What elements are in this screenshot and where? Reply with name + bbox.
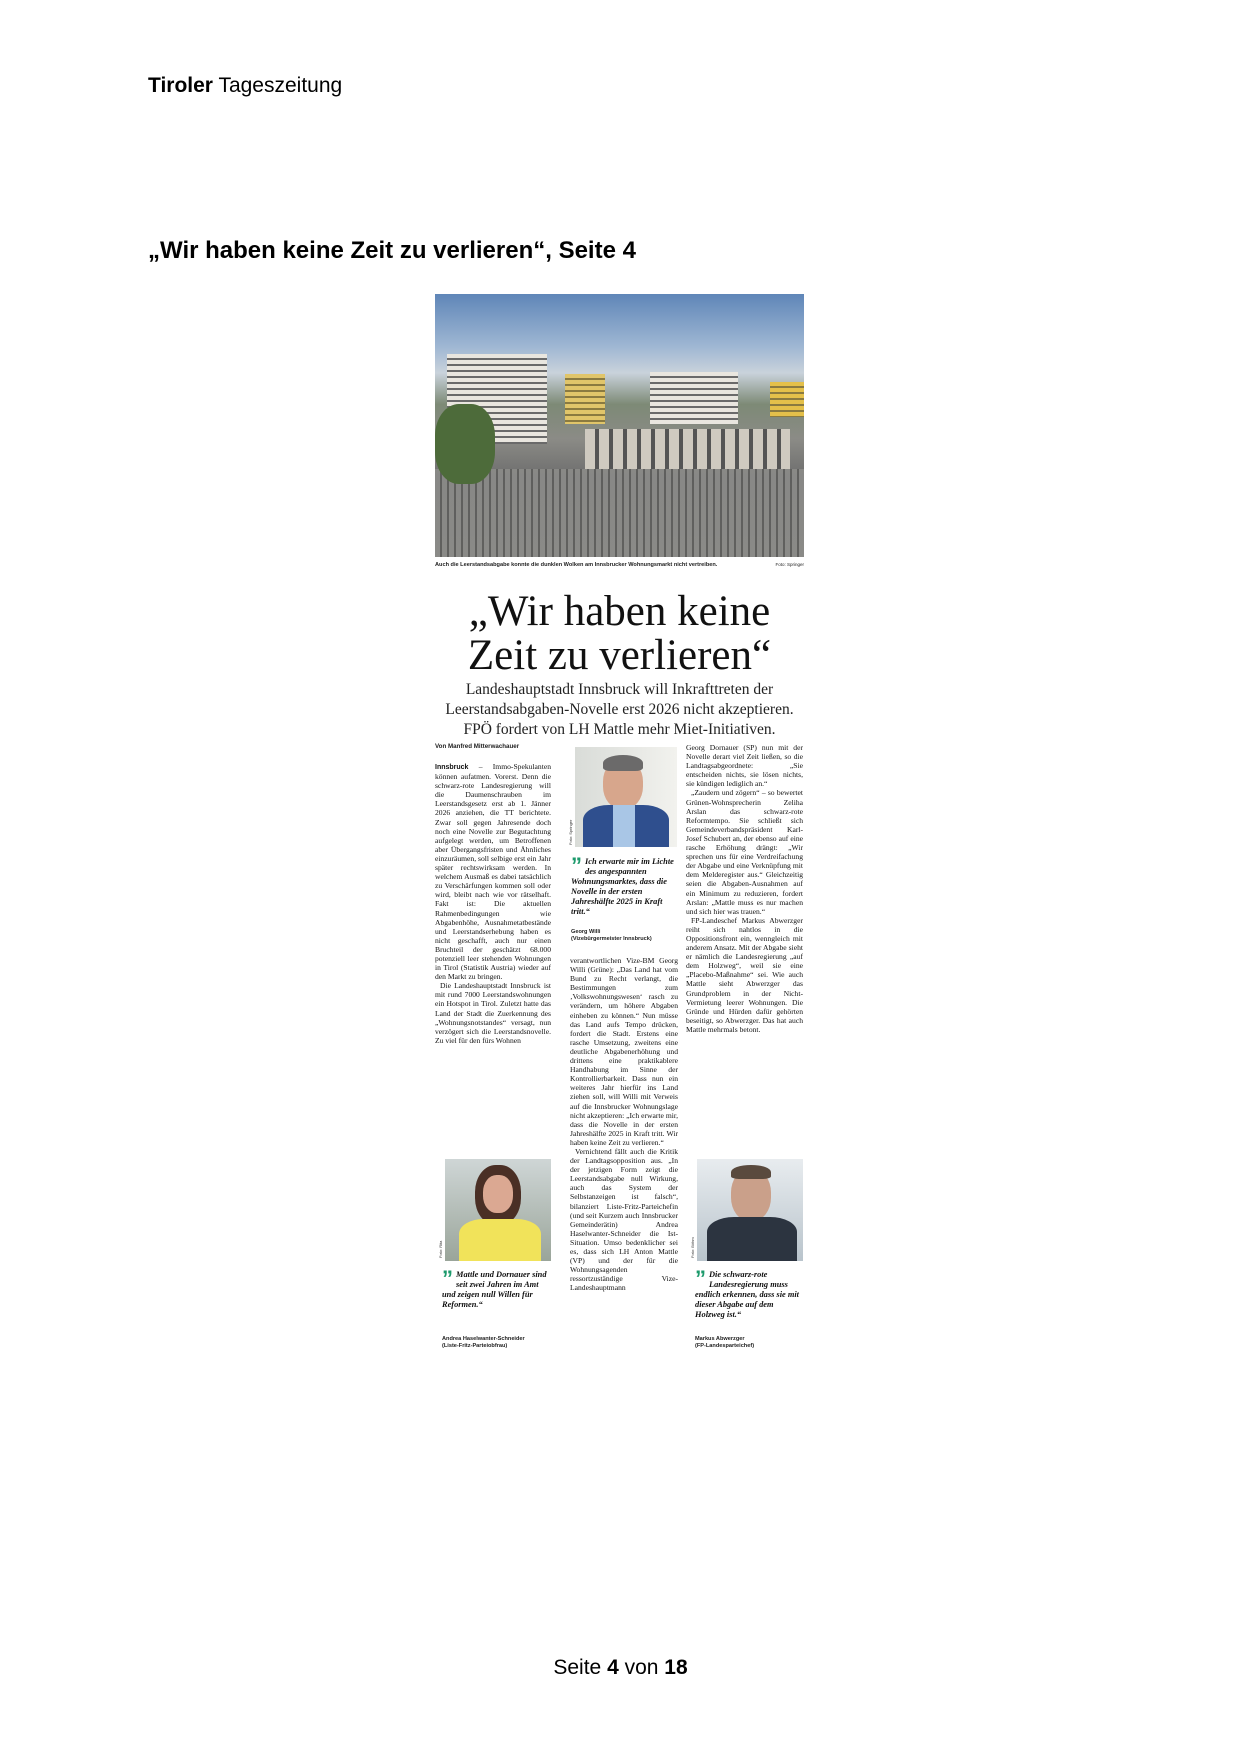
portrait-haselwanter-schneider <box>445 1159 551 1261</box>
quote-attribution <box>442 1336 557 1350</box>
photo-credit: Foto: Böhm <box>690 1237 695 1258</box>
caption-text: Auch die Leerstandsabgabe konnte die dunklen Wolken am Innsbrucker Wohnungsmarkt nicht vertreiben. <box>435 562 718 568</box>
photo-credit: Foto: Springer <box>775 562 804 567</box>
headline-line: „Wir haben keine <box>468 588 771 635</box>
quote-role: (FP-Landesparteichef) <box>695 1343 755 1349</box>
quote-name: Andrea Haselwanter-Schneider <box>442 1336 525 1342</box>
pull-quote-willi <box>571 853 677 917</box>
footer-prefix: Seite <box>553 1656 602 1679</box>
quote-attribution <box>695 1336 805 1350</box>
current-page: 4 <box>607 1656 619 1679</box>
article-headline <box>435 590 804 678</box>
photo-credit: Foto: Rita <box>438 1240 443 1258</box>
brand-regular: Tageszeitung <box>218 74 343 97</box>
column-2 <box>570 956 678 1354</box>
paragraph-text: – Immo-Spekulanten können aufatmen. Vorerst. Denn die schwarz-rote Landesregierung will die Daumenschrauben im Leerstandsgesetz erst ab 1. Jänner 2026 anziehen, die TT berichtete. Zwar soll gegen Jahresende doch noch eine Novelle zur Begutachtung aufgelegt werden, um Betroffenen aber Übergangsfristen und Ähnliches einzuräumen, soll selbige erst ein Jahr später rechtswirksam werden. In welchem Ausmaß es dabei tatsächlich zu Verschärfungen kommen soll oder wird, bleibt nach wie vor rätselhaft. Fakt ist: Die aktuellen Rahmenbedingungen wie Abgabenhöhe, Ausnahmetatbestände und Leerstandserhebung haben es nicht geschafft, auch nur einen Bruchteil der geschätzt 68.000 potenziell leer stehenden Wohnungen in Tirol (Statistik Austria) wieder auf den Markt zu bringen. <box>435 762 551 982</box>
quote-text: Ich erwarte mir im Lichte des angespannten Wohnungsmarktes, dass die Novelle in der ersten Jahreshälfte 2025 in Kraft tritt.“ <box>571 857 674 916</box>
brand-bold: Tiroler <box>148 74 213 97</box>
dateline: Innsbruck <box>435 764 469 771</box>
quote-role: (Vizebürgermeister Innsbruck) <box>571 936 652 942</box>
newspaper-brand <box>148 74 342 98</box>
portrait-abwerzger <box>697 1159 803 1261</box>
article-photo <box>435 294 804 557</box>
column-3 <box>686 743 803 1153</box>
quote-text: Die schwarz-rote Landesregierung muss endlich erkennen, dass sie mit dieser Abgabe auf dem Holzweg ist.“ <box>695 1270 799 1319</box>
quote-icon: ” <box>442 1266 453 1291</box>
article-subtitle: Landeshauptstadt Innsbruck will Inkrafttreten der Leerstandsabgaben-Novelle erst 2026 nicht akzeptieren. FPÖ fordert von LH Mattle mehr Miet-Initiativen. <box>445 681 794 738</box>
paragraph: Vernichtend fällt auch die Kritik der Landtagsopposition aus. „In der jetzigen Form zeigt die Leerstandsabgabe null Wirkung, auch das System der Selbstanzeigen ist falsch“, bilanziert Liste-Fritz-Parteichefin (und seit Kurzem auch Innsbrucker Gemeinderätin) Andrea Haselwanter-Schneider die Ist-Situation. Umso bedenklicher sei es, dass sich LH Anton Mattle (VP) und der für die Wohnungsagenden ressortzuständige Vize-Landeshauptmann <box>570 1146 678 1293</box>
photo-credit: Foto: Springer <box>568 819 573 845</box>
paragraph: „Zaudern und zögern“ – so bewertet Grünen-Wohnsprecherin Zeliha Arslan das schwarz-rote Reformtempo. Sie schließt sich Gemeindeverbandspräsident Karl-Josef Schubert an, der ebenso auf eine rasche Erhöhung drängt: „Wir sprechen uns für eine Verdreifachung der Abgabe und eine Verknüpfung mit dem Melderegister aus.“ Gleichzeitig seien die Abgaben-Ausnahmen auf ein Minimum zu reduzieren, fordert Arslan: „Mattle muss es nur machen und sich hier was trauen.“ <box>686 788 803 916</box>
quote-name: Georg Willi <box>571 929 601 935</box>
quote-text: Mattle und Dornauer sind seit zwei Jahren im Amt und zeigen null Willen für Reformen.“ <box>442 1270 547 1309</box>
quote-icon: ” <box>571 853 582 878</box>
paragraph: FP-Landeschef Markus Abwerzger reiht sich nahtlos in die Oppositionsfront ein, wenngleich mit anderem Ansatz. Mit der Abgabe sieht er nämlich die Landesregierung „auf dem Holzweg“, weil sie eine „Placebo-Maßnahme“ sei. Wie auch Mattle sieht Abwerzger das Grundproblem in der Nicht-Vermietung leerer Wohnungen. Die Gründe und Hürden dafür gehörten beseitigt, so Abwerzger. Das hat auch Mattle mehrmals betont. <box>686 915 803 1034</box>
byline: Von Manfred Mitterwachauer <box>435 743 520 750</box>
headline-line: Zeit zu verlieren“ <box>467 632 772 679</box>
photo-caption <box>435 562 804 568</box>
page-footer <box>0 1656 1241 1680</box>
column-1 <box>435 762 551 1152</box>
paragraph: Georg Dornauer (SP) nun mit der Novelle derart viel Zeit ließen, so die Landtagsabgeordnete: „Sie entscheiden nichts, sie lösen nichts, sie kündigen lediglich an.“ <box>686 743 803 789</box>
paragraph: verantwortlichen Vize-BM Georg Willi (Grüne): „Das Land hat vom Bund zu Recht verlangt, die Bestimmungen zum ‚Volkswohnungswesen‘ rasch zu verändern, um höhere Abgaben einheben zu können.“ Nun müsse das Land aufs Tempo drücken, fordert die Stadt. Erstens eine rasche Umsetzung, zweitens eine deutliche Abgabenerhöhung und drittens eine praktikablere Handhabung im Sinne der Kontrollierbarkeit. Dass nun ein weiteres Jahr hierfür ins Land ziehen soll, will Willi mit Verweis auf die Innsbrucker Wohnungslage nicht akzeptieren: „Ich erwarte mir, dass die Novelle in der ersten Jahreshälfte 2025 in Kraft tritt. Wir haben keine Zeit zu verlieren.“ <box>570 956 678 1147</box>
pull-quote-haselwanter <box>442 1266 552 1310</box>
quote-attribution <box>571 929 681 943</box>
paragraph <box>435 762 551 981</box>
quote-name: Markus Abwerzger <box>695 1336 745 1342</box>
portrait-georg-willi <box>575 747 677 847</box>
document-heading: „Wir haben keine Zeit zu verlieren“, Seite 4 <box>148 237 636 264</box>
pull-quote-abwerzger <box>695 1266 805 1320</box>
total-pages: 18 <box>664 1656 688 1679</box>
quote-role: (Liste-Fritz-Parteiobfrau) <box>442 1343 508 1349</box>
quote-icon: ” <box>695 1266 706 1291</box>
paragraph: Die Landeshauptstadt Innsbruck ist mit rund 7000 Leerstandswohnungen ein Hotspot in Tirol. Zuletzt hatte das Land der Stadt die Zuerkennung des „Wohnungsnotstandes“ versagt, nun verzögert sich die Leerstandsnovelle. Zu viel für den fürs Wohnen <box>435 981 551 1045</box>
footer-middle: von <box>624 1656 659 1679</box>
